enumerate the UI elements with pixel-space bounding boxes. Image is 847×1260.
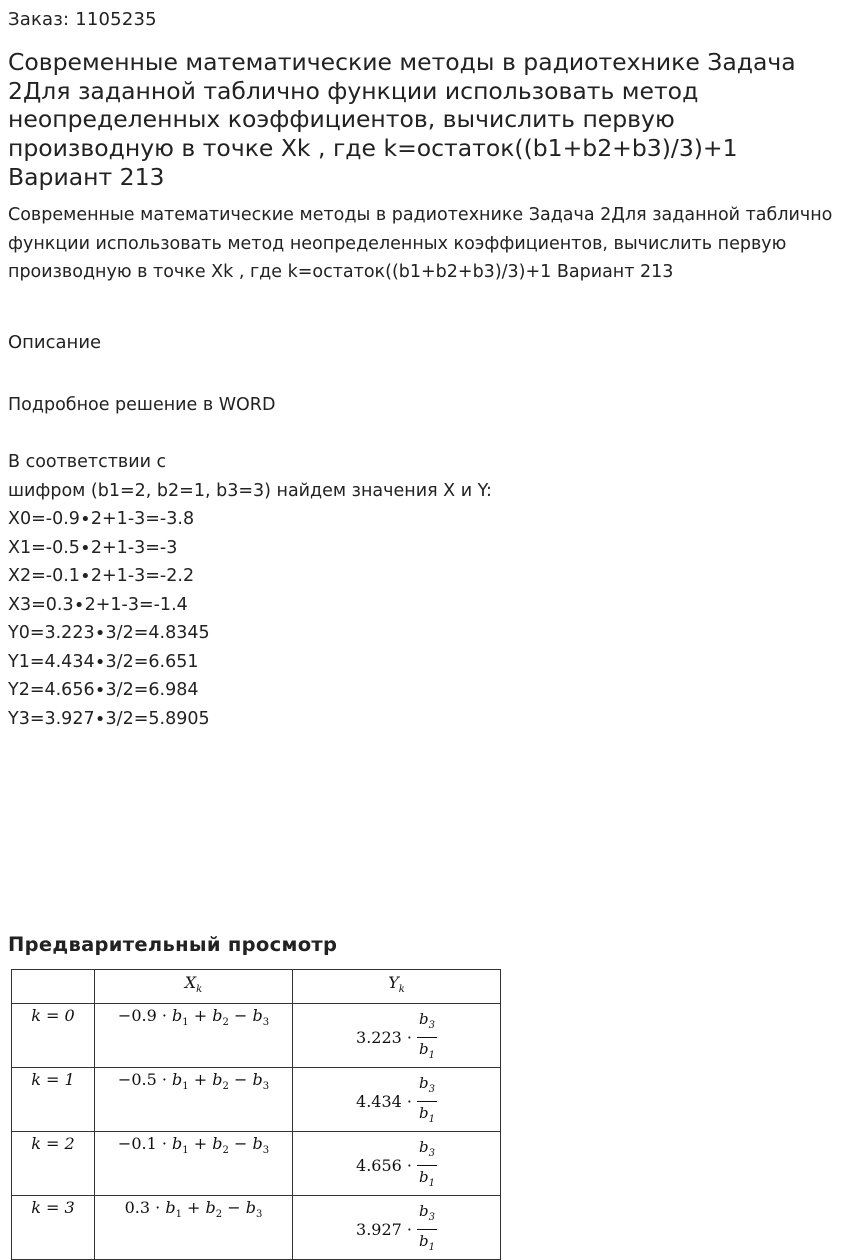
b-sub: 1 — [175, 1209, 182, 1221]
header-x-sub: k — [196, 984, 203, 996]
y-formula-cell — [293, 1004, 501, 1068]
b-sub: 3 — [428, 1020, 435, 1032]
preview-heading: Предварительный просмотр — [8, 933, 338, 956]
b-sub: 2 — [215, 1209, 223, 1221]
minus-sign: − — [228, 1134, 253, 1154]
header-y-sub: k — [398, 984, 405, 996]
fraction — [417, 1136, 437, 1195]
description-line: X0=-0.9∙2+1-3=-3.8 — [8, 509, 195, 529]
b-sub: 3 — [262, 1081, 270, 1093]
description-line: Y1=4.434∙3/2=6.651 — [8, 652, 199, 672]
k-value: k = 1 — [31, 1070, 75, 1090]
b-var: b — [212, 1006, 223, 1026]
b-sub: 2 — [222, 1145, 229, 1157]
b-sub: 1 — [428, 1242, 435, 1254]
fraction — [417, 1008, 437, 1067]
k-cell — [12, 1132, 95, 1196]
b-var: b — [205, 1198, 216, 1218]
header-xk — [95, 970, 293, 1004]
b-sub: 1 — [428, 1178, 435, 1190]
b-sub: 3 — [428, 1212, 435, 1224]
plus-sign: + — [181, 1198, 206, 1218]
k-value: k = 0 — [31, 1006, 75, 1026]
description-line: В соответствии с — [8, 452, 167, 472]
k-cell — [12, 1196, 95, 1260]
description-heading: Описание — [8, 332, 102, 353]
b-var: b — [172, 1070, 183, 1090]
plus-sign: + — [188, 1006, 213, 1026]
b-var: b — [165, 1198, 176, 1218]
description-line: X1=-0.5∙2+1-3=-3 — [8, 538, 178, 558]
preview-table — [11, 969, 501, 1260]
x-formula-cell — [95, 1004, 293, 1068]
table-row — [12, 1068, 501, 1132]
y-formula-cell — [293, 1068, 501, 1132]
description-line: Y2=4.656∙3/2=6.984 — [8, 680, 199, 700]
y-formula-cell — [293, 1132, 501, 1196]
b-sub: 2 — [222, 1017, 229, 1029]
description-line: X3=0.3∙2+1-3=-1.4 — [8, 595, 188, 615]
b-var: b — [419, 1010, 429, 1029]
k-value: k = 2 — [31, 1134, 75, 1154]
header-k — [12, 970, 95, 1004]
b-sub: 3 — [255, 1209, 263, 1221]
b-var: b — [419, 1104, 429, 1123]
table-row — [12, 1196, 501, 1260]
b-sub: 1 — [428, 1114, 435, 1126]
header-x-label: X — [184, 973, 197, 992]
x-coef: −0.1 · — [117, 1134, 173, 1154]
summary-text: Современные математические методы в радиотехнике Задача 2Для заданной таблично функции использовать метод неопределенных коэффициентов, вычислить первую производную в точке Xk , где k=остаток((b1+b2+b3)/3)+1 Вариант 213 — [8, 205, 833, 282]
k-cell — [12, 1068, 95, 1132]
b-var: b — [212, 1070, 223, 1090]
b-sub: 1 — [182, 1017, 189, 1029]
b-var: b — [252, 1006, 263, 1026]
x-coef: −0.9 · — [117, 1006, 173, 1026]
plus-sign: + — [188, 1070, 213, 1090]
b-var: b — [245, 1198, 256, 1218]
description-line: Y0=3.223∙3/2=4.8345 — [8, 623, 210, 643]
k-cell — [12, 1004, 95, 1068]
b-var: b — [419, 1202, 429, 1221]
description-line: Подробное решение в WORD — [8, 395, 276, 415]
table-row — [12, 1132, 501, 1196]
b-var: b — [419, 1138, 429, 1157]
b-var: b — [172, 1134, 183, 1154]
table-header-row — [12, 970, 501, 1004]
header-yk — [293, 970, 501, 1004]
b-sub: 1 — [428, 1050, 435, 1062]
b-var: b — [172, 1006, 183, 1026]
minus-sign: − — [228, 1070, 253, 1090]
b-sub: 2 — [222, 1081, 229, 1093]
page-title: Современные математические методы в радиотехнике Задача 2Для заданной таблично функции использовать метод неопределенных коэффициентов, вычислить первую производную в точке Xk , где k=остаток((b1+b2+b3)/3)+1 Вариант 213 — [8, 48, 796, 191]
b-sub: 1 — [182, 1081, 189, 1093]
b-var: b — [419, 1232, 429, 1251]
x-coef: 0.3 · — [124, 1198, 166, 1218]
b-sub: 3 — [262, 1145, 270, 1157]
b-var: b — [419, 1040, 429, 1059]
y-coef: 3.927 · — [356, 1220, 412, 1240]
y-coef: 3.223 · — [356, 1028, 412, 1048]
y-formula-cell — [293, 1196, 501, 1260]
description-line: Y3=3.927∙3/2=5.8905 — [8, 709, 210, 729]
b-var: b — [419, 1074, 429, 1093]
y-coef: 4.656 · — [356, 1156, 412, 1176]
x-coef: −0.5 · — [117, 1070, 173, 1090]
b-sub: 1 — [182, 1145, 189, 1157]
b-sub: 3 — [428, 1148, 435, 1160]
y-coef: 4.434 · — [356, 1092, 412, 1112]
minus-sign: − — [222, 1198, 246, 1218]
k-value: k = 3 — [31, 1198, 75, 1218]
x-formula-cell — [95, 1196, 293, 1260]
order-number: Заказ: 1105235 — [8, 9, 157, 30]
header-y-label: Y — [388, 973, 399, 992]
description-line: шифром (b1=2, b2=1, b3=3) найдем значения X и Y: — [8, 481, 492, 501]
b-sub: 3 — [428, 1084, 435, 1096]
table-row — [12, 1004, 501, 1068]
plus-sign: + — [188, 1134, 213, 1154]
b-var: b — [419, 1168, 429, 1187]
fraction — [417, 1072, 437, 1131]
b-var: b — [252, 1070, 263, 1090]
description-line: X2=-0.1∙2+1-3=-2.2 — [8, 566, 195, 586]
b-var: b — [252, 1134, 263, 1154]
x-formula-cell — [95, 1068, 293, 1132]
fraction — [417, 1200, 437, 1259]
minus-sign: − — [228, 1006, 253, 1026]
b-var: b — [212, 1134, 223, 1154]
x-formula-cell — [95, 1132, 293, 1196]
b-sub: 3 — [262, 1017, 270, 1029]
